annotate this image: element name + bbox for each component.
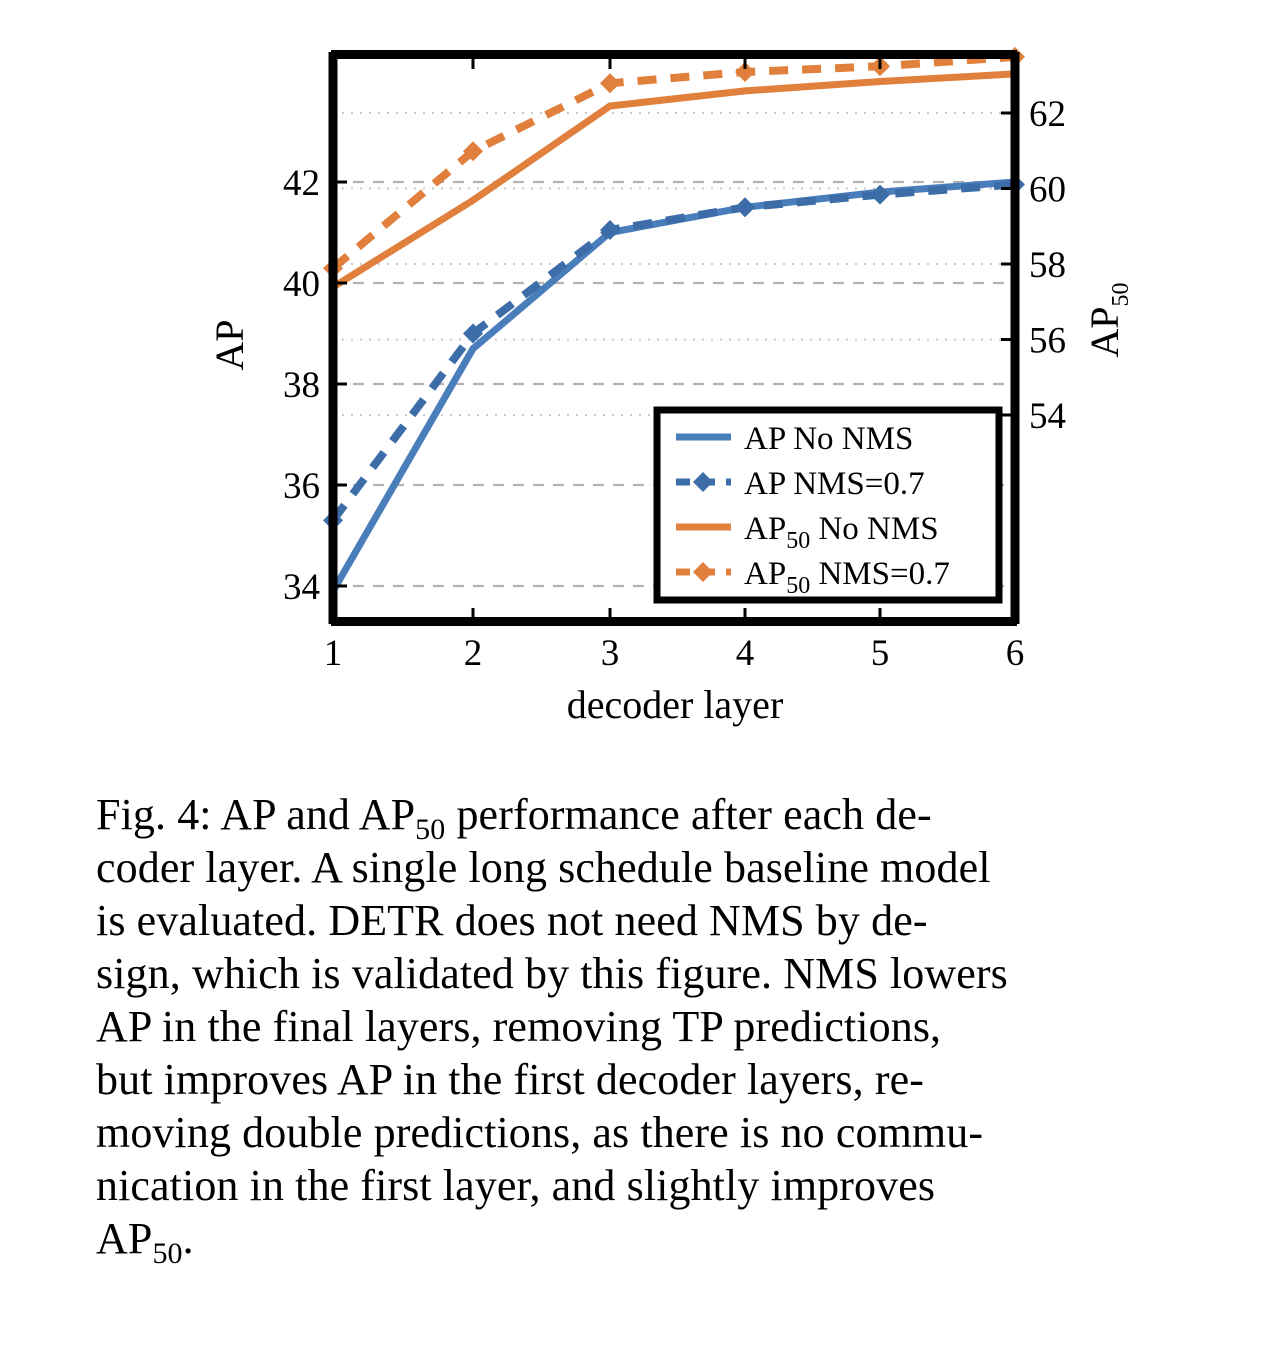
- caption-line-8: nication in the first layer, and slightly improves: [96, 1161, 936, 1211]
- x-tick-3: 4: [735, 633, 755, 674]
- caption-line-1: [96, 788, 1226, 846]
- x-tick-2: 3: [600, 633, 620, 674]
- y-tick-right-3: 60: [1029, 169, 1066, 211]
- y-tick-left-2: 38: [283, 365, 320, 406]
- caption-line-1-sub: 50: [415, 812, 446, 846]
- caption-line-6: but improves AP in the first decoder layers, re-: [96, 1055, 924, 1105]
- legend-label-ap50-no-nms: $AP_{50}$ No NMS: [744, 511, 939, 554]
- y-axis-right-title-sub: 50: [1108, 282, 1134, 307]
- caption-line-4: sign, which is validated by this figure. NMS lowers: [96, 949, 1008, 999]
- legend-label-ap-no-nms: AP No NMS: [744, 421, 914, 457]
- caption-line-7: moving double predictions, as there is no commu-: [96, 1108, 984, 1158]
- caption-line-1-b: performance after each de-: [445, 790, 932, 839]
- y-axis-right-title: [1082, 282, 1134, 357]
- y-tick-left-3: 40: [283, 264, 320, 305]
- svg-text:AP50: [1082, 282, 1134, 357]
- x-axis-title: decoder layer: [566, 682, 784, 727]
- x-tick-4: 5: [870, 633, 890, 674]
- caption-line-5: AP in the final layers, removing TP predictions,: [96, 1002, 942, 1052]
- caption-line-1-a: Fig. 4: AP and AP: [96, 790, 416, 839]
- caption-line-9-b: .: [182, 1214, 194, 1264]
- y-tick-left-0: 34: [283, 567, 320, 608]
- caption-line-3: is evaluated. DETR does not need NMS by de-: [96, 896, 928, 946]
- x-tick-0: 1: [323, 633, 343, 674]
- y-tick-right-2: 58: [1029, 245, 1066, 286]
- chart-legend: [657, 410, 999, 600]
- y-tick-right-0: 54: [1029, 396, 1066, 437]
- y-axis-right-title-main: AP: [1082, 306, 1127, 358]
- x-tick-1: 2: [463, 633, 483, 674]
- caption-line-2: coder layer. A single long schedule baseline model: [96, 843, 991, 893]
- y-tick-left-1: 36: [283, 466, 320, 507]
- y-tick-right-4: 62: [1029, 94, 1066, 135]
- figure-caption: [96, 788, 1226, 1270]
- y-tick-left-4: 42: [283, 163, 320, 204]
- caption-line-9-a: AP: [96, 1214, 153, 1264]
- y-tick-right-1: 56: [1029, 320, 1066, 362]
- caption-line-9-sub: 50: [152, 1236, 183, 1270]
- y-axis-left-title: AP: [207, 319, 252, 371]
- x-tick-5: 6: [1005, 633, 1025, 674]
- caption-line-9: [96, 1212, 1226, 1270]
- legend-label-ap50-nms07: $AP_{50}$ NMS=0.7: [744, 556, 950, 599]
- legend-label-ap-nms07: AP NMS=0.7: [744, 466, 925, 502]
